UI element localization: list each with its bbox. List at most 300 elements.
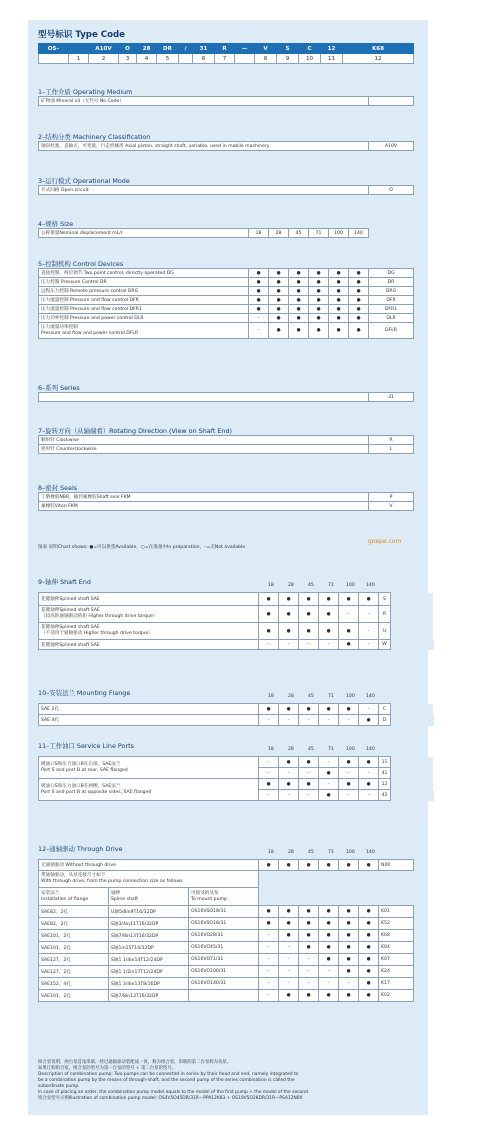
shaft-cell: S轴3/4in11T16/32DP bbox=[109, 918, 189, 930]
blank-cell bbox=[391, 704, 434, 715]
row-code: C bbox=[379, 704, 391, 715]
blank-cell bbox=[259, 888, 414, 906]
size-label: 100 bbox=[346, 583, 355, 588]
availability-mark: ● bbox=[299, 930, 319, 942]
availability-mark: ● bbox=[309, 269, 329, 278]
availability-mark: ● bbox=[299, 779, 319, 790]
shaft-cell: S轴1in15T16/32DP bbox=[109, 942, 189, 954]
column-header bbox=[109, 888, 189, 906]
pump-cell: OS16VSO18/31 bbox=[189, 906, 259, 918]
row-code: K02 bbox=[379, 990, 414, 1002]
position-cell: 10 bbox=[299, 54, 321, 64]
table-row bbox=[39, 757, 434, 768]
availability-mark: ● bbox=[289, 314, 309, 323]
position-cell bbox=[235, 54, 255, 64]
code-row bbox=[39, 44, 414, 54]
availability-mark: ● bbox=[279, 918, 299, 930]
blank-cell bbox=[391, 715, 434, 726]
availability-mark: ● bbox=[349, 305, 369, 314]
availability-mark: – bbox=[259, 966, 279, 978]
row-code: DG bbox=[369, 269, 414, 278]
blank-cell bbox=[259, 871, 414, 888]
availability-mark: ● bbox=[329, 278, 349, 287]
availability-mark: – bbox=[319, 978, 339, 990]
availability-mark: – bbox=[259, 757, 279, 768]
pump-cell: OS16VO45/31 bbox=[189, 942, 259, 954]
row-label: 压力流量控制 Pressure and flow control DFR1 bbox=[39, 305, 249, 314]
size-label: 28 bbox=[288, 694, 294, 699]
code-cell: C bbox=[299, 44, 321, 54]
shaft-cell: S轴1 1/2in17T12/24DP bbox=[109, 966, 189, 978]
size-label: 71 bbox=[328, 850, 334, 855]
size-label: 45 bbox=[308, 850, 314, 855]
table-row bbox=[39, 715, 434, 726]
series-table bbox=[38, 392, 413, 402]
control-devices-table bbox=[38, 268, 413, 339]
code-cell: DR bbox=[157, 44, 179, 54]
blank-cell bbox=[391, 640, 434, 650]
availability-mark: – bbox=[299, 768, 319, 779]
availability-mark: ● bbox=[339, 757, 359, 768]
availability-mark: ● bbox=[279, 990, 299, 1002]
size-label: 100 bbox=[346, 694, 355, 699]
availability-mark: ● bbox=[359, 966, 379, 978]
size-label: 71 bbox=[328, 583, 334, 588]
flange-cell: SAE127，2孔 bbox=[39, 954, 109, 966]
availability-mark: – bbox=[259, 790, 279, 801]
availability-mark: – bbox=[319, 640, 339, 650]
service-line-ports-table bbox=[38, 756, 413, 801]
size-label: 71 bbox=[328, 747, 334, 752]
size-cell: 45 bbox=[289, 229, 309, 238]
position-cell: 5 bbox=[157, 54, 179, 64]
row-label: 远程压力控制 Remote pressure control DRG bbox=[39, 287, 249, 296]
table-row bbox=[39, 623, 434, 640]
table-row bbox=[39, 97, 414, 106]
position-cell: 2 bbox=[89, 54, 119, 64]
availability-mark: – bbox=[279, 790, 299, 801]
availability-mark: ● bbox=[339, 918, 359, 930]
size-cell: 100 bbox=[329, 229, 349, 238]
availability-mark: ● bbox=[349, 278, 369, 287]
availability-mark: ● bbox=[259, 623, 279, 640]
size-label: 28 bbox=[288, 747, 294, 752]
code-cell: OS– bbox=[39, 44, 69, 54]
row-label bbox=[39, 606, 259, 623]
size-label: 100 bbox=[346, 747, 355, 752]
row-label-line: 带通轴驱动，从泵连接尺寸如下 bbox=[41, 873, 106, 879]
availability-mark: ● bbox=[359, 930, 379, 942]
availability-mark: ● bbox=[269, 323, 289, 339]
availability-mark: – bbox=[299, 640, 319, 650]
size-cell: 71 bbox=[309, 229, 329, 238]
row-label bbox=[39, 393, 369, 402]
availability-mark: ● bbox=[259, 779, 279, 790]
size-label: 140 bbox=[366, 850, 375, 855]
flange-cell: SAE101，2孔 bbox=[39, 990, 109, 1002]
availability-mark: ● bbox=[299, 593, 319, 606]
availability-mark: ● bbox=[339, 593, 359, 606]
code-cell: — bbox=[235, 44, 255, 54]
availability-mark: – bbox=[359, 704, 379, 715]
table-row bbox=[39, 278, 414, 287]
row-code: K68 bbox=[379, 930, 414, 942]
flange-cell: SAE82，2孔 bbox=[39, 906, 109, 918]
availability-mark: ● bbox=[289, 296, 309, 305]
availability-mark: ● bbox=[319, 954, 339, 966]
availability-mark: – bbox=[319, 757, 339, 768]
availability-mark: ● bbox=[319, 606, 339, 623]
shaft-cell: S轴1 3/4in13T8/16DP bbox=[109, 978, 189, 990]
availability-mark: ● bbox=[339, 704, 359, 715]
section-title-control-devices: 5–控制机构 Control Devices bbox=[38, 260, 124, 268]
row-label: 矿物油 Mineral oil（无代号 No Code） bbox=[39, 97, 369, 106]
row-label: 直接控制，两位调节 Two point control, directly operated DG bbox=[39, 269, 249, 278]
machinery-classification-table bbox=[38, 141, 413, 151]
row-code: DLR bbox=[369, 314, 414, 323]
row-code: DR bbox=[369, 278, 414, 287]
position-cell bbox=[179, 54, 193, 64]
row-label-line: 吸油口S和压力油口B在后部，SAE法兰 bbox=[41, 761, 121, 767]
column-header-line: 可接受的从泵 bbox=[191, 890, 219, 896]
availability-mark: – bbox=[339, 768, 359, 779]
row-code bbox=[369, 97, 414, 106]
section-title-series: 6–系列 Series bbox=[38, 384, 80, 392]
row-label-line: （较高的通轴驱动转矩 Higher through drive torque） bbox=[41, 614, 158, 619]
availability-mark: ● bbox=[349, 314, 369, 323]
code-cell: K68 bbox=[343, 44, 414, 54]
column-header-line: 安装法兰 bbox=[41, 890, 60, 896]
availability-mark: ● bbox=[299, 623, 319, 640]
availability-mark: ● bbox=[259, 906, 279, 918]
pump-cell: OS16VO28/31 bbox=[189, 930, 259, 942]
table-row bbox=[39, 704, 434, 715]
table-row bbox=[39, 229, 414, 238]
code-cell bbox=[69, 44, 89, 54]
row-label-line: 花键轴伸Splined shaft SAE bbox=[41, 608, 100, 614]
availability-mark: ● bbox=[309, 296, 329, 305]
availability-mark: ● bbox=[299, 606, 319, 623]
section-title-machinery-classification: 2–结构分类 Machinery Classification bbox=[38, 133, 151, 141]
availability-mark: ● bbox=[269, 314, 289, 323]
note-line: be a combination pump by the means of through-shaft, and the second pump of the series combination is called the bbox=[38, 1077, 295, 1083]
availability-mark: ● bbox=[339, 860, 359, 871]
row-code: 12 bbox=[379, 779, 391, 790]
column-header bbox=[39, 888, 109, 906]
row-label: 压力功率控制 Pressure and power control DLR bbox=[39, 314, 249, 323]
availability-mark: ● bbox=[259, 918, 279, 930]
table-row bbox=[39, 906, 414, 918]
availability-mark: ● bbox=[269, 269, 289, 278]
availability-mark: ● bbox=[279, 593, 299, 606]
availability-mark: ● bbox=[299, 942, 319, 954]
code-cell: S bbox=[277, 44, 299, 54]
availability-mark: – bbox=[249, 314, 269, 323]
table-row bbox=[39, 978, 414, 990]
availability-mark: ● bbox=[339, 623, 359, 640]
code-cell: 28 bbox=[137, 44, 157, 54]
availability-mark: ● bbox=[339, 906, 359, 918]
availability-mark: ● bbox=[319, 768, 339, 779]
position-cell: 6 bbox=[193, 54, 215, 64]
availability-mark: – bbox=[259, 954, 279, 966]
availability-mark: ● bbox=[329, 269, 349, 278]
through-drive-rows bbox=[39, 906, 414, 1002]
rotating-direction-table bbox=[38, 435, 413, 454]
availability-mark: ● bbox=[359, 906, 379, 918]
availability-mark: ● bbox=[349, 287, 369, 296]
availability-mark: ● bbox=[359, 757, 379, 768]
table-row bbox=[39, 393, 414, 402]
size-label: 140 bbox=[366, 747, 375, 752]
column-header-line: 轴伸 bbox=[111, 890, 121, 896]
availability-mark: ● bbox=[319, 906, 339, 918]
availability-mark: – bbox=[279, 978, 299, 990]
size-label: 45 bbox=[308, 747, 314, 752]
availability-mark: ● bbox=[309, 314, 329, 323]
code-cell: 31 bbox=[193, 44, 215, 54]
row-label-line: 吸油口S和压力油口B在两侧，SAE法兰 bbox=[41, 783, 121, 789]
availability-mark: ● bbox=[259, 606, 279, 623]
position-cell: 4 bbox=[137, 54, 157, 64]
row-label-line: Port S and port B at rear, SAE flanged bbox=[41, 767, 128, 773]
table-row bbox=[39, 593, 434, 606]
row-code: A10V bbox=[369, 142, 414, 151]
availability-mark: ● bbox=[259, 704, 279, 715]
size-label: 140 bbox=[366, 583, 375, 588]
row-code: W bbox=[379, 640, 391, 650]
table-row bbox=[39, 990, 414, 1002]
row-label: 逆时针 Counterclockwise bbox=[39, 445, 369, 454]
table-row bbox=[39, 142, 414, 151]
availability-mark: ● bbox=[329, 305, 349, 314]
row-label: 轴向柱塞，直轴式，可变量，行走机械用 Axial piston, straight shaft, variable, used in mobile machinery bbox=[39, 142, 369, 151]
table-row bbox=[39, 954, 414, 966]
size-label: 18 bbox=[268, 850, 274, 855]
pump-cell: OS16VO71/31 bbox=[189, 954, 259, 966]
availability-mark: – bbox=[299, 715, 319, 726]
availability-mark: ● bbox=[359, 990, 379, 1002]
row-label: SAE 2孔 bbox=[39, 704, 259, 715]
availability-mark: ● bbox=[359, 715, 379, 726]
availability-mark: ● bbox=[289, 323, 309, 339]
row-label: 公称排量Nominal displacement mL/r bbox=[39, 229, 249, 238]
section-title-shaft-end: 9–轴伸 Shaft End bbox=[38, 578, 91, 586]
code-cell: A10V bbox=[89, 44, 119, 54]
note-line: In case of placing an order, the combination pump model equals to the model of the first pump + the model of the second. bbox=[38, 1089, 310, 1095]
availability-mark: ● bbox=[279, 606, 299, 623]
availability-mark: ● bbox=[339, 966, 359, 978]
availability-mark: ● bbox=[289, 305, 309, 314]
availability-mark: ● bbox=[309, 323, 329, 339]
code-cell: 12 bbox=[321, 44, 343, 54]
row-label: 无通轴驱动 Without through drive bbox=[39, 860, 259, 871]
row-label bbox=[39, 871, 259, 888]
availability-mark: – bbox=[319, 966, 339, 978]
note-line: 组合泵说明，两台泵首尾串联，经过通轴驱动装配成一体，称为组合泵，串联的第二台泵称为从泵。 bbox=[38, 1060, 232, 1065]
position-row bbox=[39, 54, 414, 64]
row-code: K01 bbox=[379, 906, 414, 918]
size-label: 140 bbox=[366, 694, 375, 699]
availability-mark: – bbox=[259, 640, 279, 650]
size-label: 45 bbox=[308, 694, 314, 699]
availability-mark: ● bbox=[249, 296, 269, 305]
seals-table bbox=[38, 492, 413, 511]
availability-mark: ● bbox=[279, 860, 299, 871]
availability-mark: ● bbox=[259, 860, 279, 871]
availability-mark: ● bbox=[319, 990, 339, 1002]
section-title-service-line-ports: 11–工作油口 Service Line Ports bbox=[38, 742, 134, 750]
size-label: 28 bbox=[288, 850, 294, 855]
flange-cell: SAE101，2孔 bbox=[39, 930, 109, 942]
column-header-line: Spline shaft bbox=[111, 896, 139, 902]
row-code: R bbox=[379, 606, 391, 623]
shaft-end-table bbox=[38, 592, 413, 650]
mounting-flange-table bbox=[38, 703, 413, 726]
availability-mark: ● bbox=[359, 954, 379, 966]
availability-mark: ● bbox=[339, 954, 359, 966]
row-code: 41 bbox=[379, 768, 391, 779]
row-label bbox=[39, 623, 259, 640]
row-label-line: （不适用于通轴驱动 Higher through drive torque） bbox=[41, 631, 153, 636]
availability-mark: ● bbox=[329, 287, 349, 296]
availability-mark: – bbox=[299, 978, 319, 990]
availability-mark: – bbox=[249, 323, 269, 339]
table-row bbox=[39, 942, 414, 954]
row-code: DRG bbox=[369, 287, 414, 296]
operational-mode-table bbox=[38, 185, 413, 195]
row-code: D bbox=[379, 715, 391, 726]
section-title-through-drive: 12–通轴驱动 Through Drive bbox=[38, 845, 123, 853]
table-row bbox=[39, 296, 414, 305]
availability-mark: ● bbox=[339, 640, 359, 650]
blank-cell bbox=[391, 757, 434, 768]
availability-mark: – bbox=[259, 930, 279, 942]
availability-mark: ● bbox=[309, 278, 329, 287]
availability-mark: – bbox=[299, 790, 319, 801]
size-label: 18 bbox=[268, 747, 274, 752]
row-code: O bbox=[369, 186, 414, 195]
availability-mark: ● bbox=[339, 942, 359, 954]
position-cell: 3 bbox=[119, 54, 137, 64]
availability-mark: ● bbox=[279, 704, 299, 715]
availability-mark: ● bbox=[269, 305, 289, 314]
table-row bbox=[39, 966, 414, 978]
availability-mark: – bbox=[359, 640, 379, 650]
availability-mark: – bbox=[279, 768, 299, 779]
availability-mark: ● bbox=[319, 623, 339, 640]
size-cell: 140 bbox=[349, 229, 369, 238]
position-cell: 7 bbox=[215, 54, 235, 64]
row-label-line: Port S and port B at opposite sides, SAE flanged bbox=[41, 789, 152, 795]
row-code: K17 bbox=[379, 978, 414, 990]
blank-cell bbox=[391, 790, 434, 801]
size-label: 18 bbox=[268, 583, 274, 588]
availability-mark: – bbox=[339, 790, 359, 801]
size-label: 45 bbox=[308, 583, 314, 588]
availability-mark: – bbox=[279, 640, 299, 650]
size-table bbox=[38, 228, 413, 238]
flange-cell: SAE82，2孔 bbox=[39, 918, 109, 930]
availability-mark: ● bbox=[349, 323, 369, 339]
row-code: N00 bbox=[379, 860, 414, 871]
row-code: U bbox=[379, 623, 391, 640]
position-cell: 11 bbox=[321, 54, 343, 64]
availability-mark: – bbox=[319, 715, 339, 726]
availability-mark: – bbox=[359, 606, 379, 623]
size-label: 100 bbox=[346, 850, 355, 855]
availability-mark: – bbox=[259, 990, 279, 1002]
availability-mark: ● bbox=[289, 269, 309, 278]
size-label: 71 bbox=[328, 694, 334, 699]
availability-mark: ● bbox=[289, 287, 309, 296]
availability-mark: – bbox=[259, 978, 279, 990]
table-row bbox=[39, 779, 434, 790]
availability-mark: ● bbox=[249, 269, 269, 278]
row-code: L bbox=[369, 445, 414, 454]
note-line: 如果订购组合泵，组合泵的型号为第一台泵的型号 + 第二台泵的型号。 bbox=[38, 1065, 177, 1071]
availability-mark: ● bbox=[269, 287, 289, 296]
row-code: K07 bbox=[379, 954, 414, 966]
availability-mark: ● bbox=[249, 278, 269, 287]
availability-mark: ● bbox=[359, 779, 379, 790]
availability-mark: ● bbox=[329, 323, 349, 339]
availability-mark: ● bbox=[349, 296, 369, 305]
section-title-operational-mode: 3–运行模式 Operational Mode bbox=[38, 177, 130, 185]
combination-pump-note bbox=[38, 1060, 418, 1102]
row-label: 压力控制 Pressure Control DR bbox=[39, 278, 249, 287]
position-cell bbox=[39, 54, 69, 64]
row-code: K04 bbox=[379, 942, 414, 954]
availability-mark: – bbox=[259, 768, 279, 779]
row-label: 压力流量控制 Pressure and flow control DFR bbox=[39, 296, 249, 305]
availability-mark: ● bbox=[329, 296, 349, 305]
section-title-mounting-flange: 10–安装法兰 Mounting Flange bbox=[38, 689, 131, 697]
availability-mark: ● bbox=[349, 269, 369, 278]
availability-mark: ● bbox=[299, 918, 319, 930]
availability-mark: ● bbox=[279, 906, 299, 918]
chart-legend-note: 图表 说明Chart shows: ●=可以供货Available，○=在准备中In preparation，–=无Not available bbox=[38, 545, 246, 550]
availability-mark: ● bbox=[309, 305, 329, 314]
availability-mark: – bbox=[259, 942, 279, 954]
availability-mark: ● bbox=[319, 918, 339, 930]
position-cell: 12 bbox=[343, 54, 414, 64]
row-label-line: 压力流量功率控制 bbox=[41, 324, 78, 330]
availability-mark: ● bbox=[249, 305, 269, 314]
availability-mark: ● bbox=[319, 704, 339, 715]
availability-mark: ● bbox=[319, 942, 339, 954]
section-title-seals: 8–密封 Seals bbox=[38, 484, 78, 492]
availability-mark: ● bbox=[279, 930, 299, 942]
row-code: R bbox=[369, 436, 414, 445]
blank-cell bbox=[391, 593, 434, 606]
row-label-line: With through drive, from the pump connection size as follows bbox=[41, 879, 183, 884]
row-code: K24 bbox=[379, 966, 414, 978]
availability-mark: ● bbox=[319, 930, 339, 942]
availability-mark: ● bbox=[279, 623, 299, 640]
availability-mark: ● bbox=[359, 860, 379, 871]
availability-mark: – bbox=[279, 966, 299, 978]
availability-mark: ● bbox=[359, 978, 379, 990]
availability-mark: ● bbox=[359, 942, 379, 954]
availability-mark: ● bbox=[299, 990, 319, 1002]
availability-mark: ● bbox=[319, 593, 339, 606]
availability-mark: ● bbox=[279, 757, 299, 768]
row-code: DFLR bbox=[369, 323, 414, 339]
flange-cell: SAE152，4孔 bbox=[39, 978, 109, 990]
through-drive-table bbox=[38, 859, 413, 1002]
code-cell: R bbox=[215, 44, 235, 54]
